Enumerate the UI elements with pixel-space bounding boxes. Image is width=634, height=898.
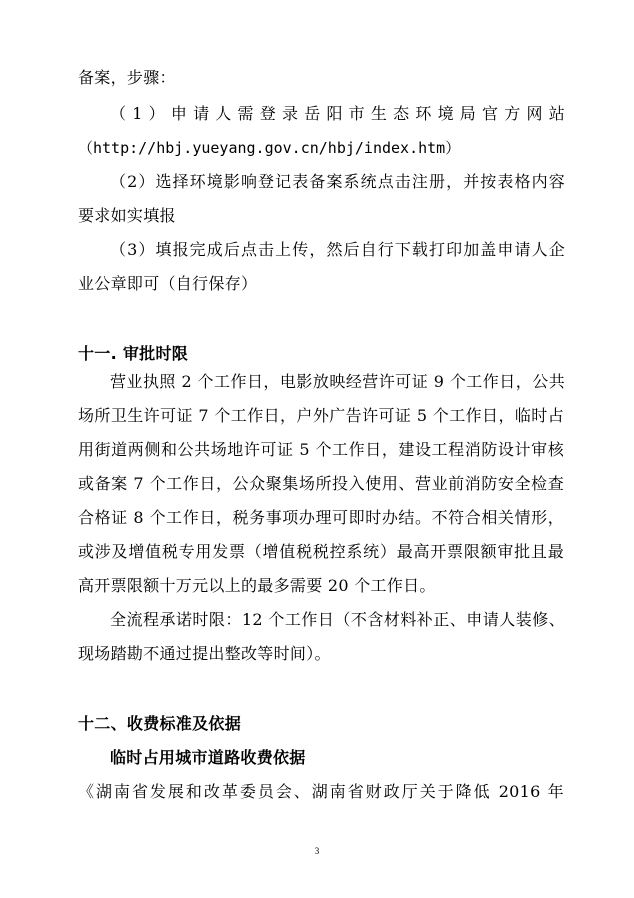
section-12-heading: 十二、收费标准及依据 [78,714,242,733]
step-1-url: （http://hbj.yueyang.gov.cn/hbj/index.htm） [78,139,461,157]
section-11-paragraph-line: 高开票限额十万元以上的最多需要 20 个工作日。 [78,576,436,595]
section-11-paragraph-line: 或涉及增值税专用发票（增值税税控系统）最高开票限额审批且最 [78,542,564,561]
section-11-paragraph-line: 营业执照 2 个工作日，电影放映经营许可证 9 个工作日，公共 [110,372,565,391]
commitment-line: 现场踏勘不通过提出整改等时间）。 [78,644,331,663]
section-11-heading: 十一. 审批时限 [78,344,189,363]
section-11-paragraph-line: 合格证 8 个工作日，税务事项办理可即时办结。不符合相关情形， [78,508,564,527]
step-2-line-2: 要求如实填报 [78,206,176,225]
section-11-paragraph-line: 用街道两侧和公共场地许可证 5 个工作日，建设工程消防设计审核 [78,440,564,459]
step-3-line-1: （3）填报完成后点击上传，然后自行下载打印加盖申请人企 [110,240,565,259]
page-number: 3 [314,846,320,856]
section-11-paragraph-line: 场所卫生许可证 7 个工作日，户外广告许可证 5 个工作日，临时占 [78,406,564,425]
commitment-line: 全流程承诺时限：12 个工作日（不含材料补正、申请人装修、 [110,610,565,629]
step-3-line-2: 业公章即可（自行保存） [78,274,258,293]
step-2-line-1: （2）选择环境影响登记表备案系统点击注册，并按表格内容 [110,172,565,191]
section-11-paragraph-line: 或备案 7 个工作日，公众聚集场所投入使用、营业前消防安全检查 [78,474,564,493]
section-12-basis-line: 《湖南省发展和改革委员会、湖南省财政厅关于降低 2016 年 [78,782,564,801]
section-12-subheading: 临时占用城市道路收费依据 [110,748,306,767]
step-1-line-1: （1）申请人需登录岳阳市生态环境局官方网站 [110,104,565,123]
procedure-intro: 备案，步骤： [78,68,176,87]
